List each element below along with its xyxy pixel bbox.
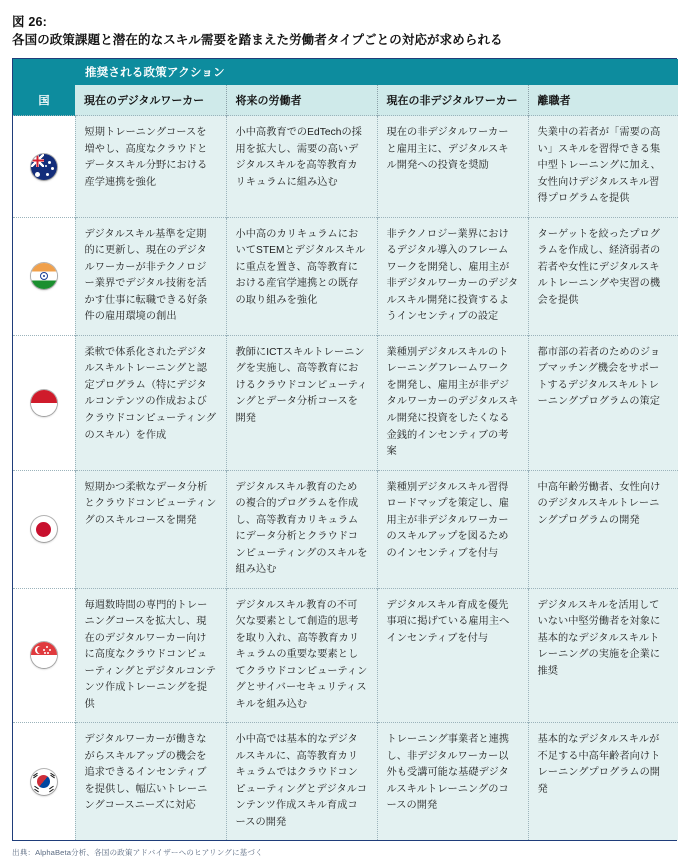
table-row bbox=[13, 723, 678, 841]
flag-japan-icon bbox=[31, 516, 57, 542]
flag-australia-icon bbox=[31, 154, 57, 180]
group-header-label: 推奨される政策アクション bbox=[75, 59, 678, 85]
cell-current-digital-worker: デジタルワーカーが働きながらスキルアップの機会を追求できるインセンティブを提供し、幅広いトレーニングコースニーズに対応 bbox=[75, 723, 226, 841]
flag-singapore-icon bbox=[31, 642, 57, 668]
cell-displaced-worker: 中高年齢労働者、女性向けのデジタルスキルトレーニングプログラムの開発 bbox=[528, 470, 678, 588]
policy-action-table bbox=[12, 58, 677, 841]
flag-india-icon bbox=[31, 263, 57, 289]
cell-displaced-worker: 失業中の若者が「需要の高い」スキルを習得できる集中型トレーニングに加え、女性向けデジタルスキル習得プログラムを提供 bbox=[528, 116, 678, 218]
cell-future-worker: デジタルスキル教育のための複合的プログラムを作成し、高等教育カリキュラムにデータ分析とクラウドコンピューティングのスキルを組み込む bbox=[226, 470, 377, 588]
cell-displaced-worker: デジタルスキルを活用していない中堅労働者を対象に基本的なデジタルスキルトレーニングの実施を企業に推奨 bbox=[528, 588, 678, 723]
cell-current-digital-worker: デジタルスキル基準を定期的に更新し、現在のデジタルワーカーが非テクノロジー業界でデジタル技術を活かす仕事に転職できる好条件の雇用環境の創出 bbox=[75, 217, 226, 335]
country-cell-japan bbox=[13, 470, 75, 588]
table-row bbox=[13, 116, 678, 218]
source-note: 出典：AlphaBeta分析、各国の政策アドバイザーへのヒアリングに基づく bbox=[12, 848, 263, 858]
cell-future-worker: 小中高のカリキュラムにおいてSTEMとデジタルスキルに重点を置き、高等教育における産官学連携との既存の取り組みを強化 bbox=[226, 217, 377, 335]
country-cell-indonesia bbox=[13, 335, 75, 470]
cell-displaced-worker: ターゲットを絞ったプログラムを作成し、経済弱者の若者や女性にデジタルスキルトレーニングや実習の機会を提供 bbox=[528, 217, 678, 335]
cell-current-digital-worker: 毎週数時間の専門的トレーニングコースを拡大し、現在のデジタルワーカー向けに高度なクラウドコンピューティングとデジタルコンテンツ作成トレーニングを提供 bbox=[75, 588, 226, 723]
country-cell-singapore bbox=[13, 588, 75, 723]
flag-indonesia-icon bbox=[31, 390, 57, 416]
cell-current-digital-worker: 柔軟で体系化されたデジタルスキルトレーニングと認定プログラム（特にデジタルコンテンツの作成およびクラウドコンピューティングのスキル）を作成 bbox=[75, 335, 226, 470]
column-header-future-worker: 将来の労働者 bbox=[226, 85, 377, 116]
table-group-header-row bbox=[13, 59, 678, 85]
cell-current-digital-worker: 短期かつ柔軟なデータ分析とクラウドコンピューティングのスキルコースを開発 bbox=[75, 470, 226, 588]
cell-future-worker: 教師にICTスキルトレーニングを実施し、高等教育におけるクラウドコンピューティングとデータ分析コースを開発 bbox=[226, 335, 377, 470]
country-cell-south-korea bbox=[13, 723, 75, 841]
column-header-current-digital-worker: 現在のデジタルワーカー bbox=[75, 85, 226, 116]
table-row bbox=[13, 335, 678, 470]
cell-displaced-worker: 基本的なデジタルスキルが不足する中高年齢者向けトレーニングプログラムの開発 bbox=[528, 723, 678, 841]
cell-current-non-digital-worker: 現在の非デジタルワーカーと雇用主に、デジタルスキル開発への投資を奨励 bbox=[377, 116, 528, 218]
cell-current-non-digital-worker: デジタルスキル育成を優先事項に掲げている雇用主へインセンティブを付与 bbox=[377, 588, 528, 723]
table-column-header-row bbox=[13, 85, 678, 116]
table-row bbox=[13, 217, 678, 335]
cell-current-non-digital-worker: トレーニング事業者と連携し、非デジタルワーカー以外も受講可能な基礎デジタルスキルトレーニングのコースの開発 bbox=[377, 723, 528, 841]
cell-current-non-digital-worker: 業種別デジタルスキル習得ロードマップを策定し、雇用主が非デジタルワーカーのスキルアップを図るためのインセンティブを付与 bbox=[377, 470, 528, 588]
cell-current-digital-worker: 短期トレーニングコースを増やし、高度なクラウドとデータスキル分野における産学連携を強化 bbox=[75, 116, 226, 218]
column-header-current-non-digital-worker: 現在の非デジタルワーカー bbox=[377, 85, 528, 116]
flag-south-korea-icon bbox=[31, 769, 57, 795]
cell-current-non-digital-worker: 業種別デジタルスキルのトレーニングフレームワークを開発し、雇用主が非デジタルワーカーのデジタルスキル開発に投資をしたくなる金銭的インセンティブの考案 bbox=[377, 335, 528, 470]
figure-caption bbox=[12, 0, 677, 49]
column-header-country: 国 bbox=[13, 85, 75, 116]
cell-displaced-worker: 都市部の若者のためのジョブマッチング機会をサポートするデジタルスキルトレーニングプログラムの策定 bbox=[528, 335, 678, 470]
cell-future-worker: 小中高では基本的なデジタルスキルに、高等教育カリキュラムではクラウドコンピューティングとデジタルコンテンツ作成スキル育成コースの開発 bbox=[226, 723, 377, 841]
country-cell-australia bbox=[13, 116, 75, 218]
group-header-spacer bbox=[13, 59, 75, 85]
page-title: 各国の政策課題と潜在的なスキル需要を踏まえた労働者タイプごとの対応が求められる bbox=[12, 33, 503, 48]
figure-number: 図 26: bbox=[12, 15, 48, 29]
cell-future-worker: 小中高教育でのEdTechの採用を拡大し、需要の高いデジタルスキルを高等教育カリキュラムに組み込む bbox=[226, 116, 377, 218]
cell-future-worker: デジタルスキル教育の不可欠な要素として創造的思考を取り入れ、高等教育カリキュラムの重要な要素としてクラウドコンピューティングとサイバーセキュリティスキルを組み込む bbox=[226, 588, 377, 723]
country-cell-india bbox=[13, 217, 75, 335]
table-row bbox=[13, 470, 678, 588]
cell-current-non-digital-worker: 非テクノロジー業界におけるデジタル導入のフレームワークを開発し、雇用主が非デジタルワーカーのデジタルスキル開発に投資するようインセンティブの設定 bbox=[377, 217, 528, 335]
column-header-displaced-worker: 離職者 bbox=[528, 85, 678, 116]
table-row bbox=[13, 588, 678, 723]
